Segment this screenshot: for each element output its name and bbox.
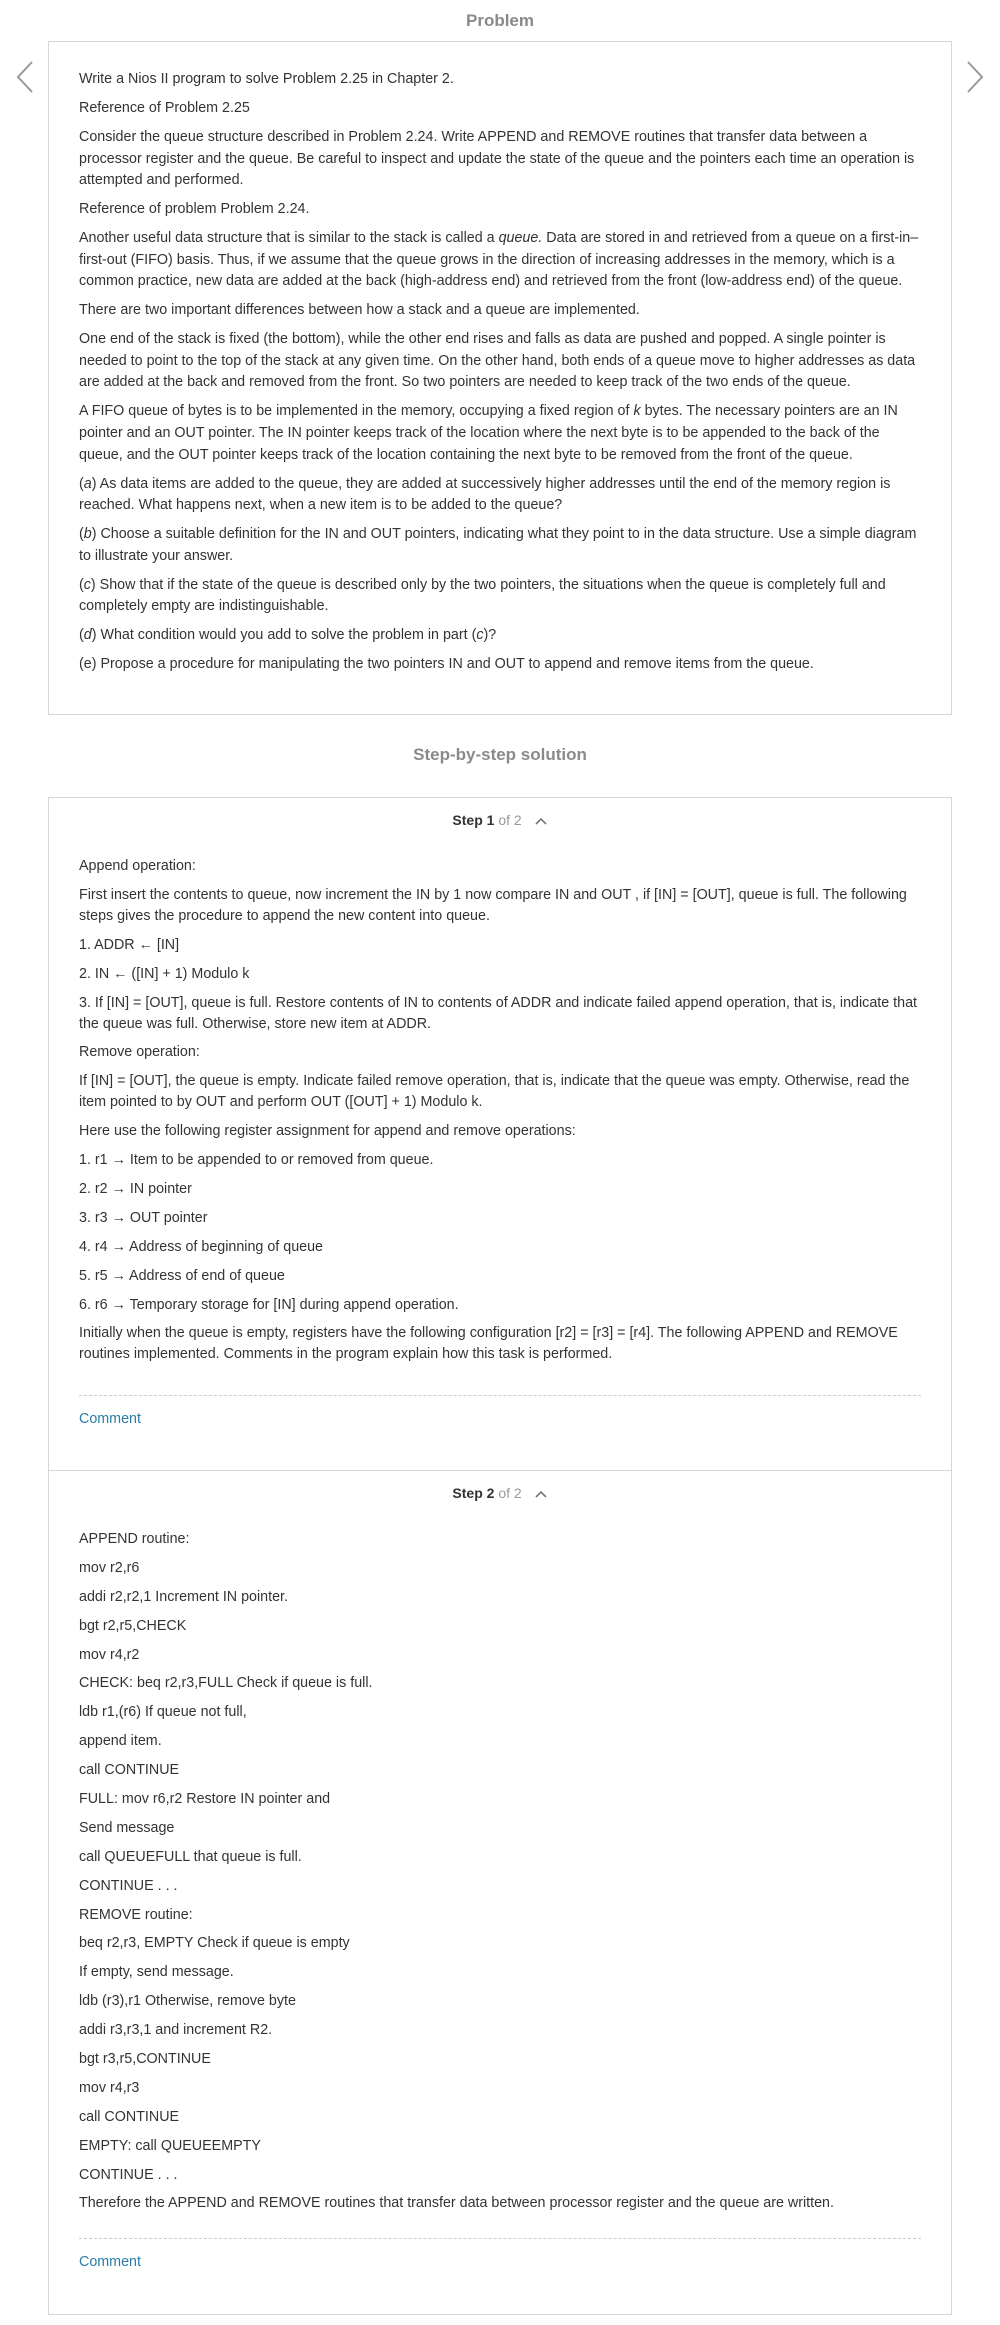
step-panel bbox=[49, 798, 951, 1471]
problem-paragraph: There are two important differences between how a stack and a queue are implemented. bbox=[79, 302, 640, 319]
comment-link[interactable]: Comment bbox=[79, 2254, 141, 2270]
solution-line: 3. r3 → OUT pointer bbox=[79, 1209, 208, 1226]
chevron-right-icon bbox=[962, 60, 986, 94]
problem-paragraph: (a) As data items are added to the queue, they are added at successively higher addresses until the end of the memory region is reached. What happens next, when a new item is to be added to the queue? bbox=[79, 475, 891, 514]
step-label: Step 1 bbox=[452, 812, 495, 828]
next-problem-button[interactable] bbox=[962, 60, 986, 94]
solution-line: 1. ADDR ← [IN] bbox=[79, 936, 180, 953]
solution-line: call CONTINUE bbox=[79, 2108, 180, 2125]
step-label: Step 2 bbox=[452, 1485, 495, 1501]
solution-line: call CONTINUE bbox=[79, 1762, 180, 1779]
solution-line: mov r4,r2 bbox=[79, 1646, 140, 1663]
solution-line: EMPTY: call QUEUEEMPTY bbox=[79, 2137, 261, 2154]
solution-line: FULL: mov r6,r2 Restore IN pointer and bbox=[79, 1791, 331, 1808]
solution-line: CONTINUE . . . bbox=[79, 1877, 178, 1894]
solution-line: Append operation: bbox=[79, 858, 196, 874]
comment-link[interactable]: Comment bbox=[79, 1411, 141, 1427]
step-body bbox=[79, 856, 921, 1373]
solution-line: append item. bbox=[79, 1733, 162, 1750]
problem-paragraph: (d) What condition would you add to solve the problem in part (c)? bbox=[79, 627, 497, 644]
solution-line: 5. r5 → Address of end of queue bbox=[79, 1267, 285, 1284]
solution-card bbox=[48, 797, 952, 2315]
problem-paragraph: (c) Show that if the state of the queue is described only by the two pointers, the situations when the queue is completely full and completely empty are indistinguishable. bbox=[79, 576, 886, 615]
solution-line: Initially when the queue is empty, registers have the following configuration [r2] = [r3] = [r4]. The following APPEND and REMOVE routines implemented. Comments in the program explain how this task is performed. bbox=[79, 1325, 898, 1363]
step-body bbox=[79, 1529, 921, 2222]
chevron-up-icon[interactable] bbox=[534, 816, 548, 826]
solution-line: addi r3,r3,1 and increment R2. bbox=[79, 2022, 273, 2039]
step-panel bbox=[49, 1471, 951, 2314]
problem-paragraph: A FIFO queue of bytes is to be implemented in the memory, occupying a fixed region of k bytes. The necessary pointers are an IN pointer and an OUT pointer. The IN pointer keeps track of the location where the next byte is to be appended to the back of the queue, and the OUT pointer keeps track of the location containing the next byte to be removed from the front of the queue. bbox=[79, 403, 898, 463]
problem-card bbox=[48, 41, 952, 715]
chevron-up-icon[interactable] bbox=[534, 1489, 548, 1499]
solution-line: call QUEUEFULL that queue is full. bbox=[79, 1848, 302, 1865]
solution-line: mov r4,r3 bbox=[79, 2079, 140, 2096]
solution-line: 4. r4 → Address of beginning of queue bbox=[79, 1238, 324, 1255]
divider bbox=[79, 1395, 921, 1396]
problem-heading: Problem bbox=[465, 11, 535, 30]
solution-line: If [IN] = [OUT], the queue is empty. Indicate failed remove operation, that is, indicate that the queue was empty. Otherwise, read the item pointed to by OUT and perform OUT ([OUT] + 1) Modulo k. bbox=[79, 1073, 910, 1111]
solution-line: addi r2,r2,1 Increment IN pointer. bbox=[79, 1588, 289, 1605]
solution-line: 1. r1 → Item to be appended to or removed from queue. bbox=[79, 1152, 434, 1169]
solution-line: Therefore the APPEND and REMOVE routines that transfer data between processor register and the queue are written. bbox=[79, 2195, 834, 2212]
solution-line: ldb r1,(r6) If queue not full, bbox=[79, 1704, 247, 1721]
solution-line: CHECK: beq r2,r3,FULL Check if queue is full. bbox=[79, 1675, 373, 1692]
solution-line: mov r2,r6 bbox=[79, 1559, 140, 1576]
solution-line: 2. r2 → IN pointer bbox=[79, 1181, 192, 1198]
solution-line: bgt r2,r5,CHECK bbox=[79, 1617, 187, 1634]
solution-line: CONTINUE . . . bbox=[79, 2166, 178, 2183]
solution-line: beq r2,r3, EMPTY Check if queue is empty bbox=[79, 1935, 350, 1952]
problem-paragraph: Consider the queue structure described in Problem 2.24. Write APPEND and REMOVE routines that transfer data between a processor register and the queue. Be careful to inspect and update the state of the queue and the pointers each time an operation is attempted and performed. bbox=[79, 128, 915, 189]
solution-line: Here use the following register assignment for append and remove operations: bbox=[79, 1123, 576, 1140]
solution-line: APPEND routine: bbox=[79, 1531, 190, 1547]
step-header[interactable] bbox=[49, 810, 951, 830]
problem-paragraph: (e) Propose a procedure for manipulating the two pointers IN and OUT to append and remove items from the queue. bbox=[79, 656, 814, 673]
problem-paragraph: Reference of problem Problem 2.24. bbox=[79, 201, 310, 218]
problem-paragraph: (b) Choose a suitable definition for the IN and OUT pointers, indicating what they point to in the data structure. Use a simple diagram to illustrate your answer. bbox=[79, 526, 917, 564]
solution-line: ldb (r3),r1 Otherwise, remove byte bbox=[79, 1993, 296, 2010]
step-header[interactable] bbox=[49, 1483, 951, 1503]
solution-line: Remove operation: bbox=[79, 1044, 200, 1061]
problem-paragraph: Write a Nios II program to solve Problem 2.25 in Chapter 2. bbox=[79, 71, 454, 87]
chevron-left-icon bbox=[14, 60, 38, 94]
previous-problem-button[interactable] bbox=[14, 60, 38, 94]
solution-line: If empty, send message. bbox=[79, 1964, 234, 1981]
step-count: of 2 bbox=[498, 1485, 522, 1501]
problem-paragraph: One end of the stack is fixed (the bottom), while the other end rises and falls as data are pushed and popped. A single pointer is needed to point to the top of the stack at any given time. On the other hand, both ends of a queue move to higher addresses as data are added at the back and removed from the front. So two pointers are needed to keep track of the two ends of the queue. bbox=[79, 331, 916, 391]
solution-line: bgt r3,r5,CONTINUE bbox=[79, 2051, 211, 2068]
solution-line: 3. If [IN] = [OUT], queue is full. Restore contents of IN to contents of ADDR and indicate failed append operation, that is, indicate that the queue was full. Otherwise, store new item at ADDR. bbox=[79, 994, 918, 1032]
problem-paragraph: Another useful data structure that is similar to the stack is called a queue. Data are stored in and retrieved from a queue on a first-in–first-out (FIFO) basis. Thus, if we assume that the queue grows in the direction of increasing addresses in the memory, which is a common practice, new data are added at the back (high-address end) and retrieved from the front (low-address end) of the queue. bbox=[79, 230, 919, 290]
solution-line: First insert the contents to queue, now increment the IN by 1 now compare IN and OUT , if [IN] = [OUT], queue is full. The following steps gives the procedure to append the new content into queue. bbox=[79, 886, 907, 924]
divider bbox=[79, 2238, 921, 2239]
problem-paragraph: Reference of Problem 2.25 bbox=[79, 99, 250, 116]
solution-heading: Step-by-step solution bbox=[413, 745, 587, 764]
solution-line: Send message bbox=[79, 1819, 175, 1836]
step-count: of 2 bbox=[498, 812, 522, 828]
solution-line: REMOVE routine: bbox=[79, 1906, 193, 1923]
solution-line: 2. IN ← ([IN] + 1) Modulo k bbox=[79, 965, 250, 982]
solution-line: 6. r6 → Temporary storage for [IN] during append operation. bbox=[79, 1296, 459, 1313]
